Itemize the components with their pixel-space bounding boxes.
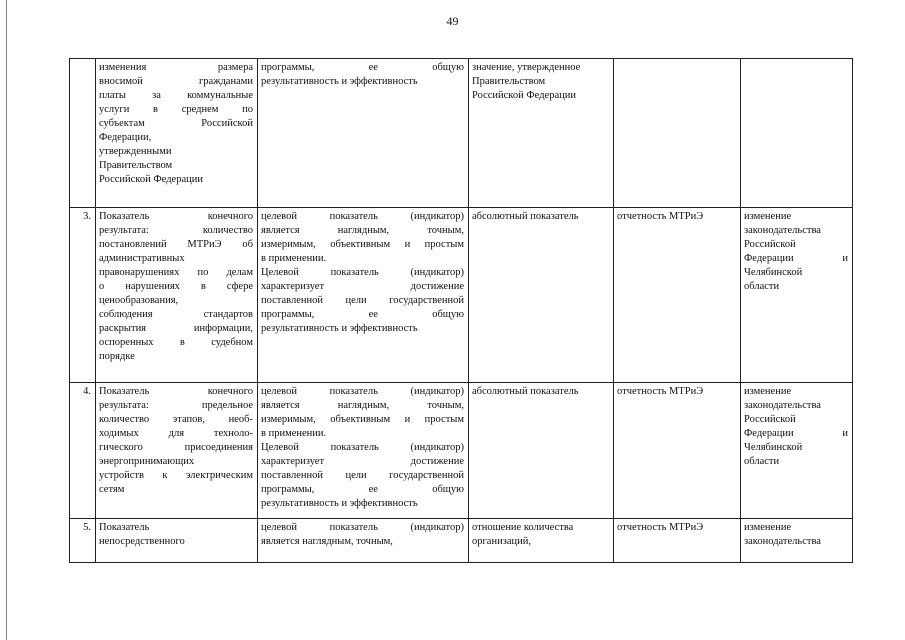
cell-text-line: изменение — [744, 211, 792, 222]
page-number: 49 — [446, 14, 459, 28]
cell-basis — [741, 519, 853, 563]
cell-text-line: сетям — [99, 484, 125, 495]
cell-text-line: изменение — [744, 522, 792, 533]
cell-text-line: измеримым, объективным и простым — [261, 414, 464, 425]
cell-text-line: субъектам Российской — [99, 118, 253, 129]
cell-text-line: устройств к электрическим — [99, 470, 253, 481]
cell-text-line: отчетность МТРиЭ — [617, 211, 704, 222]
cell-desc — [258, 208, 469, 383]
cell-text-line: является наглядным, точным, — [261, 536, 393, 547]
cell-type — [469, 59, 614, 208]
cell-text-line: Показатель — [99, 522, 150, 533]
cell-text-line: области — [744, 456, 780, 467]
cell-number: 5. — [70, 519, 96, 563]
cell-text-line: организаций, — [472, 536, 531, 547]
cell-source — [614, 59, 741, 208]
cell-text-line: характеризует достижение — [261, 456, 464, 467]
cell-text-line: правонарушениях по делам — [99, 267, 253, 278]
cell-text-line: Российской Федерации — [99, 174, 203, 185]
cell-number: 3. — [70, 208, 96, 383]
cell-text-line: является наглядным, точным, — [261, 400, 464, 411]
cell-text-line: отношение количества — [472, 522, 574, 533]
cell-text-line: непосредственного — [99, 536, 185, 547]
cell-text-line: вносимой гражданами — [99, 76, 253, 87]
cell-text-line: законодательства — [744, 536, 821, 547]
cell-source — [614, 519, 741, 563]
table-row — [70, 383, 853, 519]
cell-text-line: целевой показатель (индикатор) — [261, 386, 464, 397]
table-row — [70, 59, 853, 208]
cell-text-line: в применении. — [261, 253, 327, 264]
cell-number — [70, 59, 96, 208]
indicators-table — [69, 58, 853, 563]
cell-text-line: изменение — [744, 386, 792, 397]
cell-text-line: программы, ее общую — [261, 484, 464, 495]
cell-text-line: области — [744, 281, 780, 292]
cell-source — [614, 383, 741, 519]
cell-text-line: Федерации и — [744, 253, 848, 264]
cell-desc — [258, 519, 469, 563]
cell-text-line: административных — [99, 253, 185, 264]
cell-text-line: Показатель конечного — [99, 386, 253, 397]
cell-basis — [741, 59, 853, 208]
cell-text-line: абсолютный показатель — [472, 386, 579, 397]
cell-name — [96, 519, 258, 563]
cell-text-line: энергопринимающих — [99, 456, 195, 467]
cell-text-line: о нарушениях в сфере — [99, 281, 253, 292]
cell-type — [469, 519, 614, 563]
cell-type — [469, 208, 614, 383]
cell-text-line: услуги в среднем по — [99, 104, 253, 115]
cell-text-line: характеризует достижение — [261, 281, 464, 292]
cell-text-line: Правительством — [99, 160, 173, 171]
cell-text-line: раскрытия информации, — [99, 323, 253, 334]
cell-text-line: Российской Федерации — [472, 90, 576, 101]
cell-source — [614, 208, 741, 383]
cell-text-line: программы, ее общую — [261, 62, 464, 73]
cell-text-line: оспоренных в судебном — [99, 337, 253, 348]
cell-text-line: Российской — [744, 414, 796, 425]
page-left-rule — [6, 0, 7, 640]
cell-text-line: платы за коммунальные — [99, 90, 253, 101]
cell-text-line: результата: количество — [99, 225, 253, 236]
cell-text-line: является наглядным, точным, — [261, 225, 464, 236]
cell-text-line: абсолютный показатель — [472, 211, 579, 222]
cell-name — [96, 59, 258, 208]
cell-text-line: результативность и эффективность — [261, 76, 418, 87]
cell-text-line: целевой показатель (индикатор) — [261, 211, 464, 222]
cell-text-line: отчетность МТРиЭ — [617, 522, 704, 533]
cell-name — [96, 208, 258, 383]
cell-text-line: ценообразования, — [99, 295, 179, 306]
cell-text-line: законодательства — [744, 225, 821, 236]
cell-text-line: отчетность МТРиЭ — [617, 386, 704, 397]
cell-text-line: поставленной цели государственной — [261, 470, 464, 481]
cell-text-line: Правительством — [472, 76, 546, 87]
table-row — [70, 519, 853, 563]
cell-text-line: Российской — [744, 239, 796, 250]
cell-text-line: целевой показатель (индикатор) — [261, 522, 464, 533]
cell-text-line: измеримым, объективным и простым — [261, 239, 464, 250]
cell-name — [96, 383, 258, 519]
cell-desc — [258, 383, 469, 519]
cell-text-line: Целевой показатель (индикатор) — [261, 267, 464, 278]
cell-text-line: гического присоединения — [99, 442, 253, 453]
cell-desc — [258, 59, 469, 208]
cell-number: 4. — [70, 383, 96, 519]
cell-text-line: Челябинской — [744, 267, 803, 278]
cell-text-line: изменения размера — [99, 62, 253, 73]
cell-text-line: результата: предельное — [99, 400, 253, 411]
cell-text-line: законодательства — [744, 400, 821, 411]
cell-text-line: Челябинской — [744, 442, 803, 453]
cell-text-line: в применении. — [261, 428, 327, 439]
cell-text-line: значение, утвержденное — [472, 62, 581, 73]
cell-basis — [741, 208, 853, 383]
cell-text-line: постановлений МТРиЭ об — [99, 239, 253, 250]
cell-text-line: Целевой показатель (индикатор) — [261, 442, 464, 453]
cell-text-line: соблюдения стандартов — [99, 309, 253, 320]
cell-text-line: Федерации и — [744, 428, 848, 439]
cell-text-line: Федерации, — [99, 132, 152, 143]
cell-text-line: ходимых для техноло- — [99, 428, 253, 439]
cell-type — [469, 383, 614, 519]
cell-text-line: порядке — [99, 351, 135, 362]
cell-text-line: Показатель конечного — [99, 211, 253, 222]
cell-text-line: программы, ее общую — [261, 309, 464, 320]
cell-text-line: утвержденными — [99, 146, 172, 157]
cell-text-line: результативность и эффективность — [261, 498, 418, 509]
cell-text-line: количество этапов, необ- — [99, 414, 253, 425]
table-row — [70, 208, 853, 383]
cell-text-line: результативность и эффективность — [261, 323, 418, 334]
cell-text-line: поставленной цели государственной — [261, 295, 464, 306]
cell-basis — [741, 383, 853, 519]
